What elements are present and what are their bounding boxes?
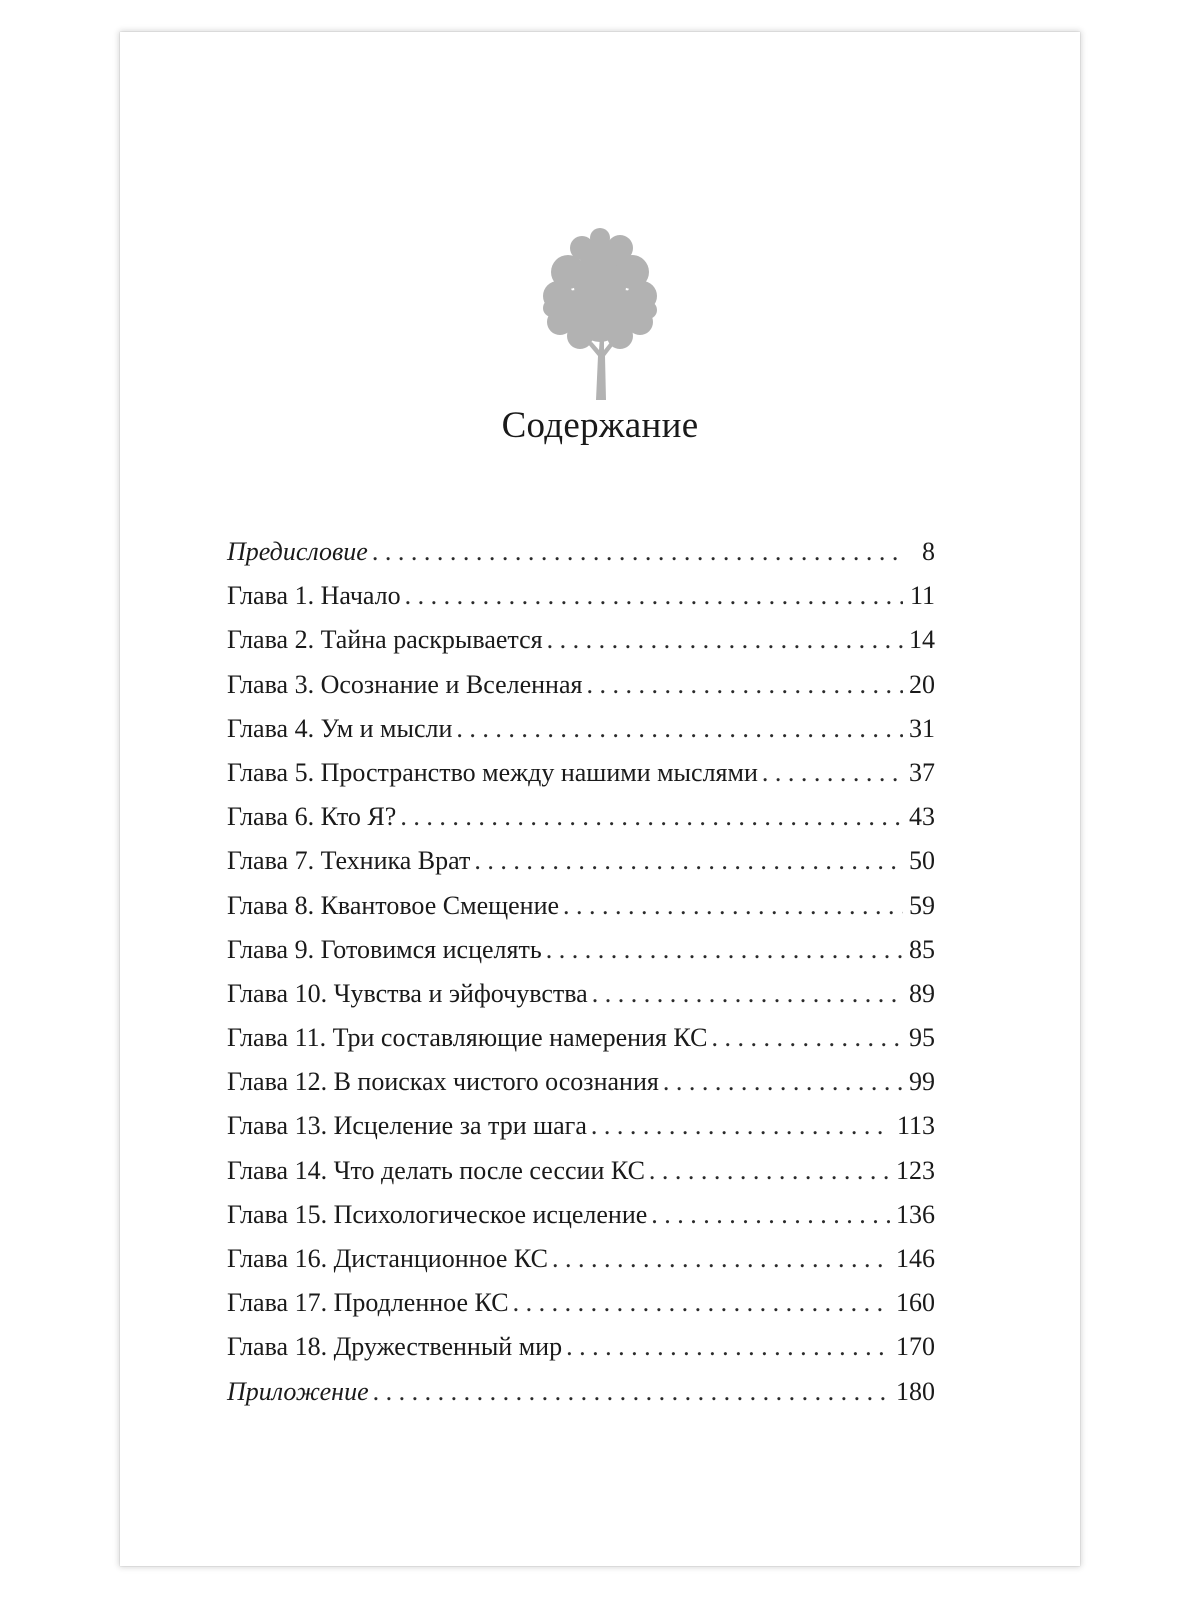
toc-entry-page-number: 43 bbox=[909, 802, 935, 832]
toc-entry-page-number: 85 bbox=[909, 934, 935, 964]
toc-entry-title: Глава 6. Кто Я? bbox=[227, 802, 397, 832]
toc-entry-title: Глава 5. Пространство между нашими мыслями bbox=[227, 757, 758, 787]
table-of-contents bbox=[227, 537, 935, 1421]
toc-entry bbox=[227, 1111, 935, 1155]
toc-entry-title: Глава 15. Психологическое исцеление bbox=[227, 1199, 648, 1229]
toc-entry bbox=[227, 714, 935, 758]
toc-entry-title: Глава 2. Тайна раскрывается bbox=[227, 625, 543, 655]
toc-entry bbox=[227, 1200, 935, 1244]
dot-leader bbox=[566, 1332, 890, 1362]
dot-leader bbox=[456, 714, 903, 744]
toc-entry bbox=[227, 1244, 935, 1288]
toc-entry bbox=[227, 1288, 935, 1332]
toc-entry-page-number: 8 bbox=[922, 537, 935, 566]
toc-entry-title: Глава 8. Квантовое Смещение bbox=[227, 890, 560, 920]
dot-leader bbox=[592, 979, 903, 1009]
toc-entry-page-number: 89 bbox=[909, 978, 935, 1008]
toc-entry bbox=[227, 581, 935, 625]
toc-entry-title: Глава 16. Дистанционное КС bbox=[227, 1244, 548, 1273]
tree-icon bbox=[538, 224, 662, 400]
toc-entry-page-number: 113 bbox=[896, 1111, 935, 1141]
toc-entry-title: Глава 17. Продленное КС bbox=[227, 1288, 509, 1318]
dot-leader bbox=[711, 1023, 903, 1053]
toc-entry bbox=[227, 670, 935, 714]
toc-entry-page-number: 170 bbox=[896, 1332, 935, 1362]
book-page bbox=[120, 32, 1080, 1566]
toc-entry bbox=[227, 1156, 935, 1200]
toc-entry bbox=[227, 1332, 935, 1376]
dot-leader bbox=[586, 670, 903, 700]
toc-entry-page-number: 11 bbox=[909, 581, 935, 611]
toc-entry-page-number: 14 bbox=[909, 625, 935, 655]
toc-entry bbox=[227, 802, 935, 846]
dot-leader bbox=[552, 1244, 890, 1274]
dot-leader bbox=[651, 1200, 890, 1230]
toc-entry-page-number: 50 bbox=[909, 846, 935, 876]
toc-entry bbox=[227, 1377, 935, 1421]
toc-entry-title: Глава 9. Готовимся исцелять bbox=[227, 934, 542, 964]
dot-leader bbox=[663, 1067, 903, 1097]
dot-leader bbox=[563, 891, 903, 921]
toc-entry-title: Глава 10. Чувства и эйфочувства bbox=[227, 978, 588, 1008]
toc-entry bbox=[227, 846, 935, 890]
toc-entry-title: Глава 12. В поисках чистого осознания bbox=[227, 1067, 659, 1097]
toc-entry bbox=[227, 979, 935, 1023]
toc-entry-page-number: 136 bbox=[896, 1199, 935, 1229]
toc-entry-title: Глава 1. Начало bbox=[227, 581, 401, 611]
toc-entry-title: Глава 7. Техника Врат bbox=[227, 846, 471, 876]
dot-leader bbox=[591, 1111, 891, 1141]
toc-entry-page-number: 31 bbox=[909, 713, 935, 743]
toc-entry-title: Глава 14. Что делать после сессии КС bbox=[227, 1155, 645, 1185]
dot-leader bbox=[400, 802, 903, 832]
page-title: Содержание bbox=[501, 405, 699, 446]
toc-entry-page-number: 99 bbox=[909, 1067, 935, 1097]
toc-entry-page-number: 146 bbox=[896, 1244, 935, 1273]
dot-leader bbox=[405, 581, 903, 611]
toc-entry-title: Глава 18. Дружественный мир bbox=[227, 1332, 563, 1362]
toc-entry bbox=[227, 935, 935, 979]
toc-entry-page-number: 160 bbox=[896, 1288, 935, 1318]
dot-leader bbox=[373, 1377, 890, 1407]
toc-entry-title: Глава 11. Три составляющие намерения КС bbox=[227, 1023, 708, 1053]
dot-leader bbox=[546, 935, 903, 965]
toc-entry-title: Предисловие bbox=[227, 537, 368, 566]
dot-leader bbox=[649, 1156, 890, 1186]
toc-entry-title: Глава 4. Ум и мысли bbox=[227, 713, 453, 743]
toc-entry-title: Приложение bbox=[227, 1376, 369, 1406]
dot-leader bbox=[762, 758, 903, 788]
toc-entry-title: Глава 3. Осознание и Вселенная bbox=[227, 669, 583, 699]
dot-leader bbox=[474, 846, 903, 876]
dot-leader bbox=[513, 1288, 890, 1318]
toc-entry bbox=[227, 891, 935, 935]
toc-entry bbox=[227, 625, 935, 669]
toc-entry-page-number: 20 bbox=[909, 669, 935, 699]
toc-entry bbox=[227, 758, 935, 802]
toc-entry-page-number: 180 bbox=[896, 1376, 935, 1406]
toc-entry-page-number: 59 bbox=[909, 890, 935, 920]
toc-entry bbox=[227, 537, 935, 581]
toc-entry bbox=[227, 1067, 935, 1111]
toc-entry-page-number: 123 bbox=[896, 1155, 935, 1185]
dot-leader bbox=[372, 537, 903, 567]
dot-leader bbox=[547, 625, 903, 655]
toc-entry-title: Глава 13. Исцеление за три шага bbox=[227, 1111, 587, 1141]
toc-entry-page-number: 95 bbox=[909, 1023, 935, 1053]
toc-entry-page-number: 37 bbox=[909, 757, 935, 787]
toc-entry bbox=[227, 1023, 935, 1067]
